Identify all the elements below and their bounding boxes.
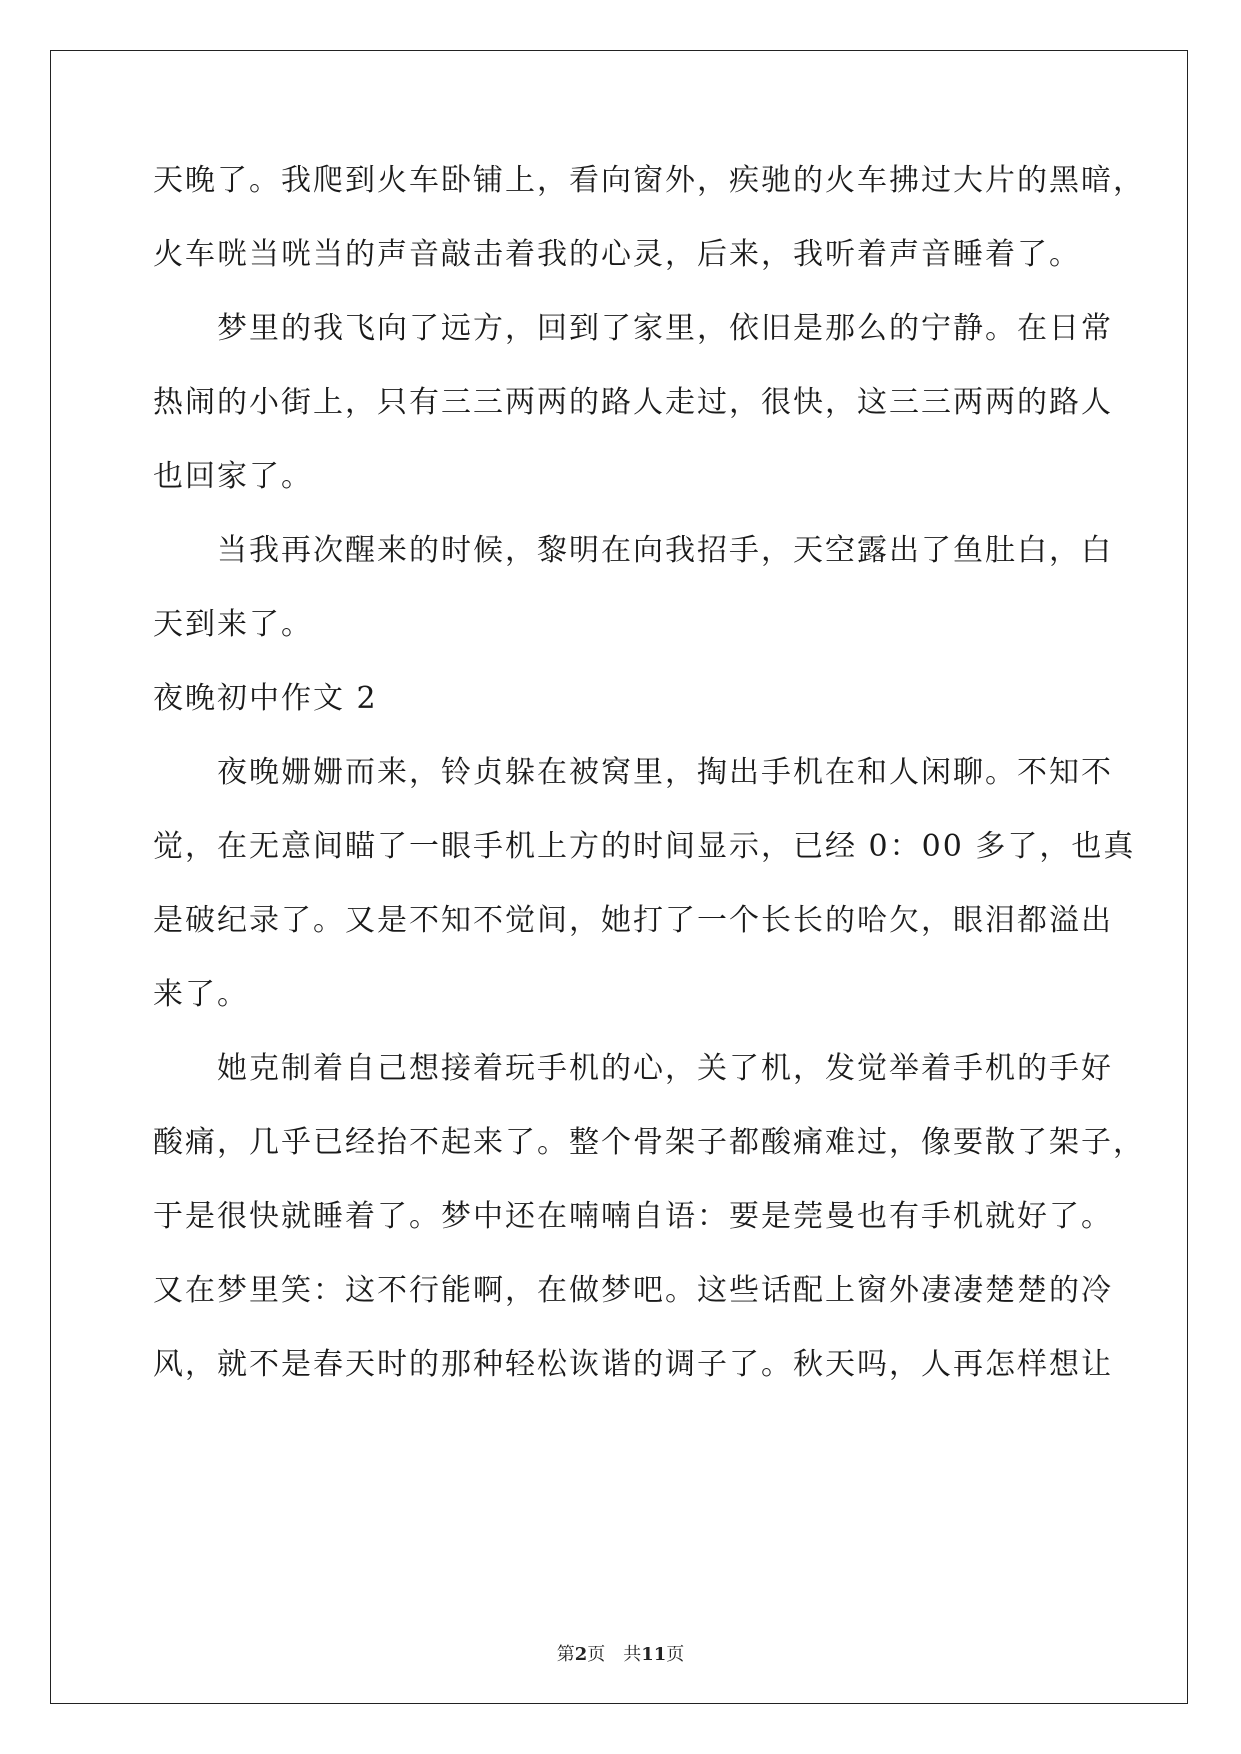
text-line: 来了。 [153, 977, 249, 1012]
text-line: 也回家了。 [153, 459, 313, 494]
page-footer [0, 1643, 1241, 1667]
current-page-number: 2 [574, 1644, 588, 1665]
text-line: 于是很快就睡着了。梦中还在喃喃自语：要是莞曼也有手机就好了。 [153, 1199, 1113, 1234]
text-line: 天晚了。我爬到火车卧铺上，看向窗外，疾驰的火车拂过大片的黑暗， [153, 163, 1145, 198]
text-line: 天到来了。 [153, 607, 313, 642]
text-line: 又在梦里笑：这不行能啊，在做梦吧。这些话配上窗外凄凄楚楚的冷 [153, 1273, 1113, 1308]
footer-prefix: 第 [556, 1644, 575, 1665]
document-body [153, 163, 1145, 1383]
text-line: 夜晚姗姗而来，铃贞躲在被窝里，掏出手机在和人闲聊。不知不 [153, 755, 1113, 790]
text-line: 觉，在无意间瞄了一眼手机上方的时间显示，已经 0：00 多了，也真 [153, 829, 1136, 864]
text-line: 火车咣当咣当的声音敲击着我的心灵，后来，我听着声音睡着了。 [153, 237, 1081, 272]
total-pages-number: 11 [641, 1644, 667, 1665]
text-line: 梦里的我飞向了远方，回到了家里，依旧是那么的宁静。在日常 [153, 311, 1113, 346]
text-line: 当我再次醒来的时候，黎明在向我招手，天空露出了鱼肚白，白 [153, 533, 1113, 568]
text-line: 热闹的小街上，只有三三两两的路人走过，很快，这三三两两的路人 [153, 385, 1113, 420]
footer-suffix: 页 [666, 1644, 685, 1665]
text-line: 是破纪录了。又是不知不觉间，她打了一个长长的哈欠，眼泪都溢出 [153, 903, 1113, 938]
text-line: 她克制着自己想接着玩手机的心，关了机，发觉举着手机的手好 [153, 1051, 1113, 1086]
section-heading: 夜晚初中作文 2 [153, 681, 378, 716]
footer-middle: 页 共 [587, 1644, 642, 1665]
text-line: 酸痛，几乎已经抬不起来了。整个骨架子都酸痛难过，像要散了架子， [153, 1125, 1145, 1160]
text-line: 风，就不是春天时的那种轻松诙谐的调子了。秋天吗，人再怎样想让 [153, 1347, 1113, 1382]
